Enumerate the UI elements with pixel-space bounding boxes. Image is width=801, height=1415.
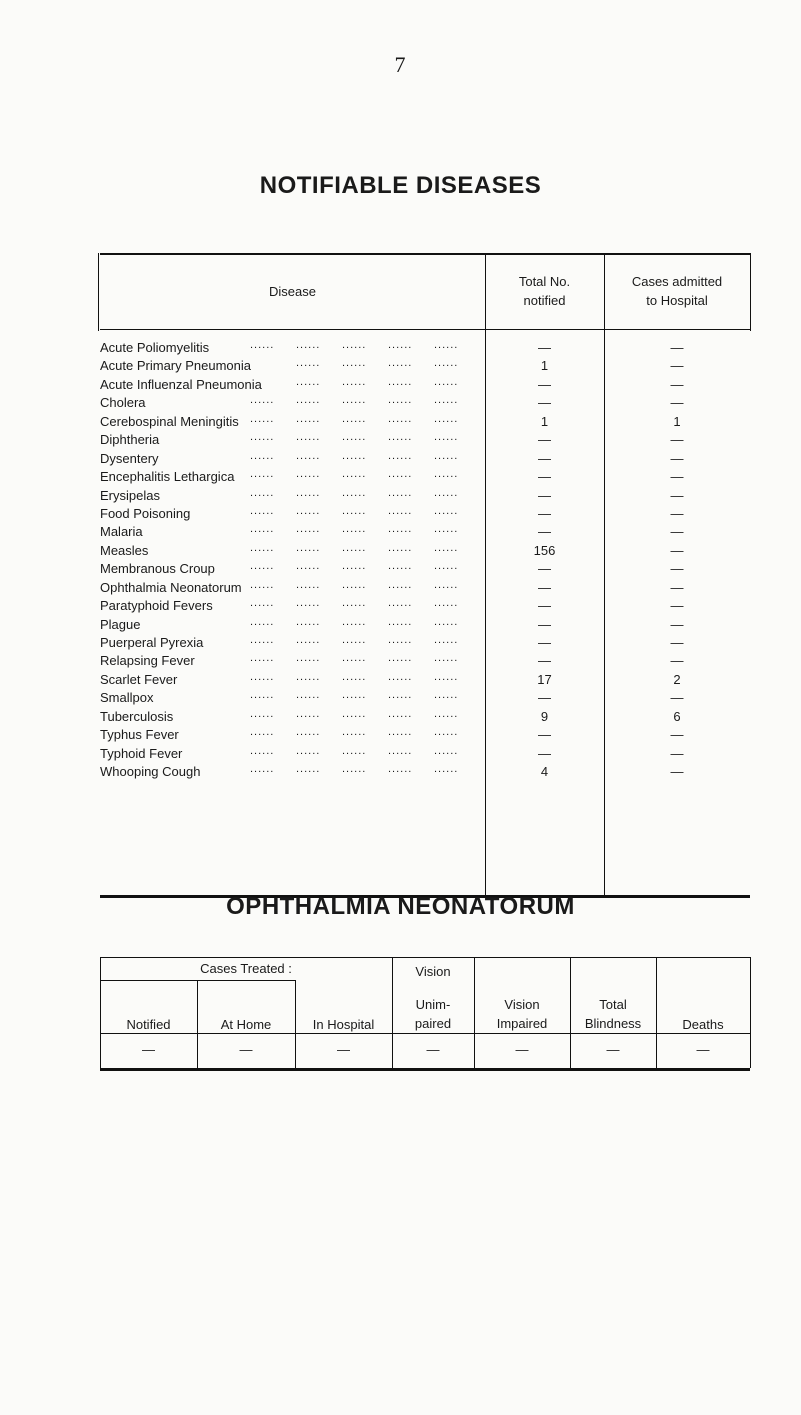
disease-name: Typhoid Fever [100, 745, 183, 761]
leader-dot-group: ...... [388, 541, 413, 554]
leader-dot-group: ...... [342, 412, 367, 425]
total-notified-value: 156 [533, 542, 556, 558]
admitted-value: — [670, 376, 684, 392]
leader-dot-group: ...... [250, 615, 275, 628]
leader-dot-group: ...... [434, 560, 459, 573]
value-notified: — [142, 1041, 155, 1057]
leader-dot-group: ...... [434, 541, 459, 554]
disease-name: Dysentery [100, 450, 159, 466]
leader-dot-group: ...... [250, 726, 275, 739]
leader-dot-group: ...... [342, 744, 367, 757]
admitted-value: — [670, 616, 684, 632]
leader-dot-group: ...... [388, 523, 413, 536]
leader-dot-group: ...... [388, 357, 413, 370]
leader-dot-group: ...... [342, 670, 367, 683]
total-notified-value: — [538, 524, 551, 540]
leader-dot-group: ...... [434, 744, 459, 757]
leader-dot-group: ...... [434, 468, 459, 481]
leader-dot-group: ...... [388, 763, 413, 776]
total-notified-value: — [538, 635, 551, 650]
total-notified-value: — [538, 450, 551, 466]
value-vision-impaired: — [515, 1041, 529, 1057]
leader-dot-group: ...... [342, 541, 367, 554]
total-notified-value: — [538, 579, 551, 595]
leader-dot-group: ...... [434, 634, 459, 646]
leader-dot-group: ...... [434, 412, 459, 425]
leader-dot-group: ...... [388, 634, 413, 646]
total-notified-value: — [538, 598, 551, 614]
leader-dot-group: ...... [296, 670, 321, 683]
leader-dot-group: ...... [434, 652, 459, 665]
leader-dot-group: ...... [250, 339, 275, 351]
total-notified-value: 1 [540, 358, 549, 374]
table-top-rule [392, 957, 750, 958]
total-notified-value: 9 [540, 708, 549, 724]
disease-name: Cholera [100, 395, 146, 411]
admitted-value: — [670, 340, 684, 355]
total-notified-value: — [538, 653, 551, 669]
leader-dot-group: ...... [434, 449, 459, 462]
header-total-notified: Total No. notified [518, 274, 571, 308]
leader-dot-group: ...... [250, 670, 275, 683]
leader-dot-group: ...... [342, 689, 367, 702]
leader-dot-group: ...... [434, 578, 459, 591]
leader-dot-group: ...... [250, 486, 275, 499]
leader-dot-group: ...... [250, 744, 275, 757]
disease-name: Erysipelas [100, 487, 160, 503]
total-notified-value: — [538, 395, 551, 411]
total-notified-value: — [538, 690, 551, 706]
leader-dot-group: ...... [342, 560, 367, 573]
leader-dot-group: ...... [342, 431, 367, 444]
total-notified-value: — [538, 340, 551, 355]
leader-dot-group: ...... [296, 394, 321, 407]
page-number: 7 [394, 52, 406, 77]
leader-dot-group: ...... [434, 763, 459, 776]
leader-dot-group: ...... [296, 486, 321, 499]
header-in-hospital: In Hospital [312, 1016, 375, 1032]
table-right-border [750, 957, 751, 1068]
header-vision: Vision [415, 963, 451, 979]
leader-dot-group: ...... [342, 763, 367, 776]
leader-dot-group: ...... [250, 597, 275, 610]
leader-dot-group: ...... [388, 504, 413, 517]
leader-dot-group: ...... [342, 652, 367, 665]
leader-dot-group: ...... [250, 689, 275, 702]
total-notified-value: 4 [540, 764, 549, 780]
leader-dot-group: ...... [388, 560, 413, 573]
leader-dot-group: ...... [296, 744, 321, 757]
admitted-value: — [670, 469, 684, 485]
leader-dot-group: ...... [388, 339, 413, 351]
leader-dot-group: ...... [250, 541, 275, 554]
leader-dot-group: ...... [342, 375, 367, 388]
leader-dot-group: ...... [388, 597, 413, 610]
leader-dot-group: ...... [342, 449, 367, 462]
admitted-value: — [670, 524, 684, 540]
total-notified-value: — [538, 561, 551, 577]
leader-dot-group: ...... [434, 726, 459, 739]
leader-dot-group: ...... [342, 339, 367, 351]
header-total-blindness: Total Blindness [584, 997, 642, 1031]
admitted-value: 2 [673, 671, 681, 687]
value-at-home: — [239, 1041, 253, 1057]
total-notified-value: — [538, 727, 551, 743]
leader-dot-group: ...... [388, 689, 413, 702]
disease-name: Acute Poliomyelitis [100, 340, 210, 355]
disease-name: Ophthalmia Neonatorum [100, 579, 242, 595]
header-deaths: Deaths [682, 1016, 724, 1032]
leader-dot-group: ...... [250, 763, 275, 776]
leader-dot-group: ...... [296, 597, 321, 610]
leader-dot-group: ...... [250, 412, 275, 425]
disease-name: Scarlet Fever [100, 671, 178, 687]
disease-name: Measles [100, 542, 149, 558]
disease-name: Membranous Croup [100, 561, 215, 577]
value-deaths: — [696, 1041, 710, 1057]
disease-name: Smallpox [100, 690, 154, 706]
disease-name: Acute Primary Pneumonia [100, 358, 252, 374]
section-title-ophthalmia-neonatorum: OPHTHALMIA NEONATORUM [226, 893, 575, 920]
leader-dot-group: ...... [296, 615, 321, 628]
leader-dot-group: ...... [434, 523, 459, 536]
leader-dot-group: ...... [434, 431, 459, 444]
leader-dot-group: ...... [250, 560, 275, 573]
leader-dot-group: ...... [342, 394, 367, 407]
total-notified-value: 17 [537, 671, 552, 687]
leader-dot-group: ...... [296, 375, 321, 388]
total-notified-value: 1 [540, 413, 549, 429]
header-cases-treated: Cases Treated : [200, 961, 292, 976]
total-notified-value: — [538, 469, 551, 485]
leader-dot-group: ...... [342, 357, 367, 370]
table-bottom-rule [100, 1068, 750, 1071]
admitted-value: — [670, 690, 684, 706]
header-disease: Disease [269, 283, 316, 299]
header-vision-unimpaired: Unim- paired [414, 997, 452, 1031]
leader-dot-group: ...... [250, 578, 275, 591]
total-notified-value: — [538, 616, 551, 632]
leader-dot-group: ...... [388, 726, 413, 739]
header-at-home: At Home [220, 1016, 272, 1032]
leader-dot-group: ...... [296, 541, 321, 554]
admitted-value: — [670, 727, 684, 743]
leader-dot-group: ...... [296, 578, 321, 591]
disease-name: Cerebospinal Meningitis [100, 413, 239, 429]
leader-dot-group: ...... [250, 634, 275, 646]
leader-dot-group: ...... [342, 597, 367, 610]
disease-name: Paratyphoid Fevers [100, 598, 213, 614]
leader-dot-group: ...... [388, 486, 413, 499]
leader-dot-group: ...... [388, 707, 413, 720]
admitted-value: — [670, 505, 684, 521]
disease-name: Relapsing Fever [100, 653, 195, 669]
leader-dot-group: ...... [250, 431, 275, 444]
leader-dot-group: ...... [250, 523, 275, 536]
leader-dot-group: ...... [434, 597, 459, 610]
leader-dot-group: ...... [388, 431, 413, 444]
admitted-value: — [670, 487, 684, 503]
leader-dot-group: ...... [296, 339, 321, 351]
leader-dot-group: ...... [434, 394, 459, 407]
leader-dot-group: ...... [388, 394, 413, 407]
leader-dot-group: ...... [250, 652, 275, 665]
leader-dot-group: ...... [388, 578, 413, 591]
value-in-hospital: — [337, 1041, 350, 1057]
leader-dot-group: ...... [296, 726, 321, 739]
leader-dot-group: ...... [342, 523, 367, 536]
leader-dot-group: ...... [434, 689, 459, 702]
ophthalmia-neonatorum-table [100, 957, 750, 1071]
leader-dot-group: ...... [250, 394, 275, 407]
notifiable-diseases-table [100, 253, 750, 899]
leader-dot-group: ...... [296, 504, 321, 517]
disease-name: Whooping Cough [100, 764, 201, 780]
disease-rows [100, 339, 750, 782]
disease-name: Diphtheria [100, 432, 160, 448]
disease-name: Acute Influenzal Pneumonia [100, 376, 262, 392]
admitted-value: — [670, 764, 684, 780]
leader-dot-group: ...... [296, 707, 321, 720]
disease-name: Malaria [100, 524, 143, 540]
admitted-value: — [670, 395, 684, 411]
total-notified-value: — [538, 505, 551, 521]
admitted-value: — [670, 598, 684, 614]
total-notified-value: — [538, 432, 551, 448]
leader-dot-group: ...... [296, 689, 321, 702]
value-vision-unimpaired: — [426, 1041, 440, 1057]
table-right-border [750, 253, 751, 331]
disease-name: Puerperal Pyrexia [100, 635, 204, 650]
leader-dot-group: ...... [342, 634, 367, 646]
admitted-value: — [670, 358, 684, 374]
total-notified-value: — [538, 487, 551, 503]
leader-dot-group: ...... [434, 375, 459, 388]
leader-dot-group: ...... [388, 615, 413, 628]
leader-dot-group: ...... [296, 560, 321, 573]
leader-dot-group: ...... [296, 763, 321, 776]
admitted-value: — [670, 542, 684, 558]
leader-dot-group: ...... [434, 357, 459, 370]
leader-dot-group: ...... [342, 504, 367, 517]
disease-name: Encephalitis Lethargica [100, 469, 235, 485]
leader-dot-group: ...... [250, 707, 275, 720]
leader-dot-group: ...... [296, 412, 321, 425]
value-total-blindness: — [606, 1041, 620, 1057]
admitted-value: — [670, 653, 684, 669]
admitted-value: — [670, 432, 684, 448]
total-notified-value: — [538, 376, 551, 392]
leader-dot-group: ...... [434, 707, 459, 720]
leader-dot-group: ...... [296, 652, 321, 665]
leader-dot-group: ...... [342, 707, 367, 720]
leader-dot-group: ...... [434, 504, 459, 517]
leader-dot-group: ...... [342, 615, 367, 628]
disease-name: Tuberculosis [100, 708, 174, 724]
leader-dot-group: ...... [250, 449, 275, 462]
leader-dot-group: ...... [342, 578, 367, 591]
disease-name: Food Poisoning [100, 505, 191, 521]
admitted-value: — [670, 450, 684, 466]
leader-dot-group: ...... [434, 670, 459, 683]
leader-dot-group: ...... [296, 431, 321, 444]
leader-dot-group: ...... [388, 652, 413, 665]
leader-dot-group: ...... [296, 357, 321, 370]
admitted-value: — [670, 561, 684, 577]
admitted-value: 1 [673, 413, 681, 429]
leader-dot-group: ...... [342, 726, 367, 739]
header-cases-admitted: Cases admitted to Hospital [631, 274, 723, 308]
leader-dot-group: ...... [250, 504, 275, 517]
admitted-value: — [670, 579, 684, 595]
admitted-value: — [670, 745, 684, 761]
leader-dot-group: ...... [388, 744, 413, 757]
leader-dot-group: ...... [434, 486, 459, 499]
header-vision-impaired: Vision Impaired [496, 997, 548, 1031]
total-notified-value: — [538, 745, 551, 761]
leader-dot-group: ...... [388, 375, 413, 388]
leader-dot-group: ...... [296, 468, 321, 481]
leader-dot-group: ...... [434, 615, 459, 628]
disease-name: Plague [100, 616, 141, 632]
admitted-value: — [670, 635, 684, 650]
leader-dot-group: ...... [388, 412, 413, 425]
admitted-value: 6 [673, 708, 681, 724]
leader-dot-group: ...... [296, 449, 321, 462]
section-title-notifiable-diseases: NOTIFIABLE DISEASES [259, 172, 542, 199]
leader-dot-group: ...... [250, 468, 275, 481]
leader-dot-group: ...... [342, 468, 367, 481]
table-header-rule [100, 329, 750, 330]
leader-dot-group: ...... [388, 670, 413, 683]
disease-name: Typhus Fever [100, 727, 179, 743]
leader-dot-group: ...... [342, 486, 367, 499]
leader-dot-group: ...... [296, 523, 321, 536]
leader-dot-group: ...... [296, 634, 321, 646]
header-notified: Notified [126, 1016, 171, 1032]
leader-dot-group: ...... [434, 339, 459, 351]
table-row [100, 763, 750, 781]
leader-dot-group: ...... [388, 449, 413, 462]
table-left-border [98, 253, 99, 331]
leader-dot-group: ...... [388, 468, 413, 481]
